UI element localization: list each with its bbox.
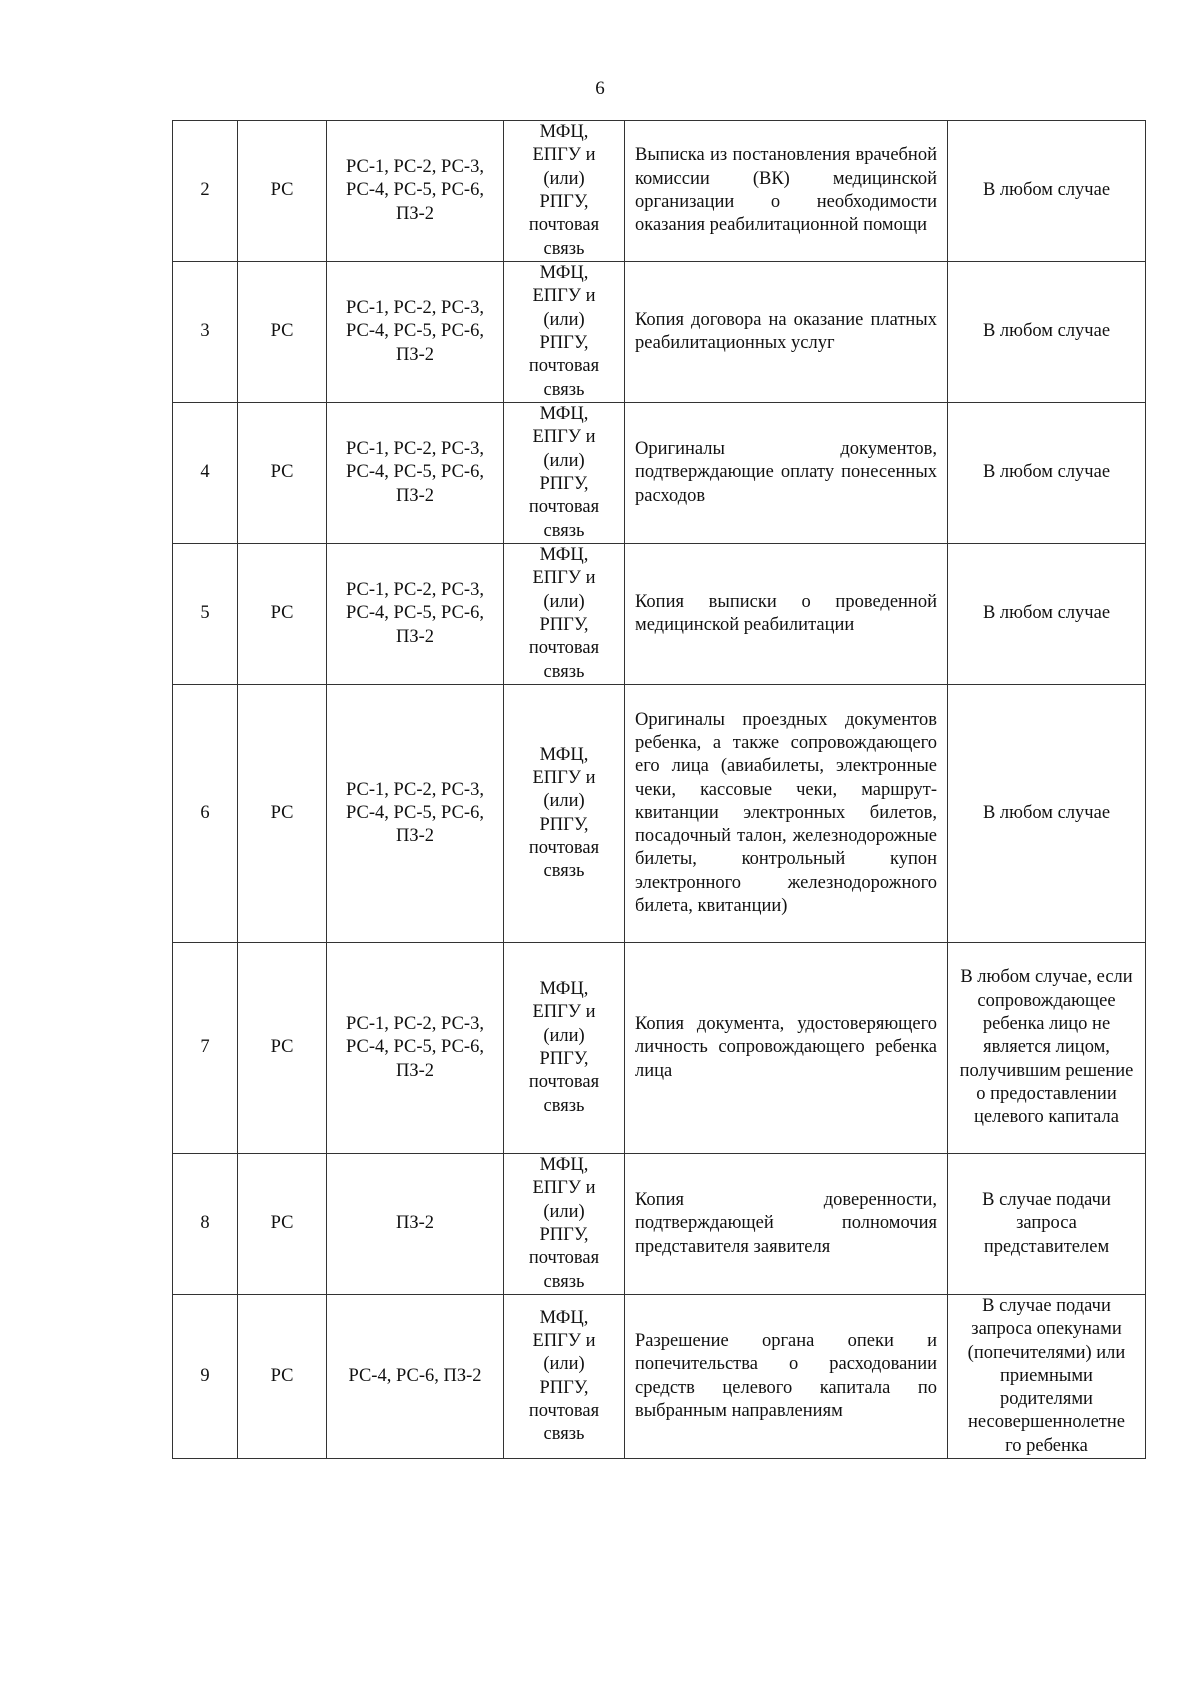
- row-references: РС-1, РС-2, РС-3, РС-4, РС-5, РС-6, ПЗ-2: [327, 121, 504, 262]
- row-document: Оригиналы документов, подтверждающие оплату понесенных расходов: [625, 403, 948, 544]
- row-condition: В любом случае: [948, 121, 1146, 262]
- row-references: РС-1, РС-2, РС-3, РС-4, РС-5, РС-6, ПЗ-2: [327, 403, 504, 544]
- row-condition: В любом случае: [948, 262, 1146, 403]
- row-code: РС: [238, 121, 327, 262]
- row-condition: В случае подачи запроса опекунами (попечителями) или приемными родителями несовершеннолетне го ребенка: [948, 1295, 1146, 1459]
- row-condition: В любом случае: [948, 544, 1146, 685]
- row-code: РС: [238, 685, 327, 943]
- table-row: [173, 544, 1146, 685]
- row-document: Выписка из постановления врачебной комиссии (ВК) медицинской организации о необходимости оказания реабилитационной помощи: [625, 121, 948, 262]
- row-document: Копия договора на оказание платных реабилитационных услуг: [625, 262, 948, 403]
- row-channels: МФЦ, ЕПГУ и (или) РПГУ, почтовая связь: [504, 943, 625, 1154]
- row-number: 5: [173, 544, 238, 685]
- row-document: Копия документа, удостоверяющего личность сопровождающего ребенка лица: [625, 943, 948, 1154]
- row-references: РС-1, РС-2, РС-3, РС-4, РС-5, РС-6, ПЗ-2: [327, 262, 504, 403]
- row-number: 2: [173, 121, 238, 262]
- row-references: РС-1, РС-2, РС-3, РС-4, РС-5, РС-6, ПЗ-2: [327, 685, 504, 943]
- row-number: 6: [173, 685, 238, 943]
- row-number: 3: [173, 262, 238, 403]
- table-row: [173, 121, 1146, 262]
- row-document: Разрешение органа опеки и попечительства о расходовании средств целевого капитала по выбранным направлениям: [625, 1295, 948, 1459]
- row-document: Копия доверенности, подтверждающей полномочия представителя заявителя: [625, 1154, 948, 1295]
- row-condition: В случае подачи запроса представителем: [948, 1154, 1146, 1295]
- row-references: РС-4, РС-6, ПЗ-2: [327, 1295, 504, 1459]
- row-channels: МФЦ, ЕПГУ и (или) РПГУ, почтовая связь: [504, 403, 625, 544]
- row-channels: МФЦ, ЕПГУ и (или) РПГУ, почтовая связь: [504, 1154, 625, 1295]
- row-document: Оригиналы проездных документов ребенка, а также сопровождающего его лица (авиабилеты, электронные чеки, кассовые чеки, маршрут-квитанции электронных билетов, посадочный талон, железнодорожные билеты, контрольный купон электронного железнодорожного билета, квитанции): [625, 685, 948, 943]
- row-references: ПЗ-2: [327, 1154, 504, 1295]
- row-channels: МФЦ, ЕПГУ и (или) РПГУ, почтовая связь: [504, 685, 625, 943]
- row-code: РС: [238, 1295, 327, 1459]
- row-channels: МФЦ, ЕПГУ и (или) РПГУ, почтовая связь: [504, 262, 625, 403]
- row-code: РС: [238, 262, 327, 403]
- row-document: Копия выписки о проведенной медицинской реабилитации: [625, 544, 948, 685]
- row-code: РС: [238, 403, 327, 544]
- table-row: [173, 262, 1146, 403]
- row-number: 7: [173, 943, 238, 1154]
- table-row: [173, 403, 1146, 544]
- row-condition: В любом случае: [948, 685, 1146, 943]
- table-row: [173, 1154, 1146, 1295]
- row-number: 9: [173, 1295, 238, 1459]
- row-channels: МФЦ, ЕПГУ и (или) РПГУ, почтовая связь: [504, 1295, 625, 1459]
- row-references: РС-1, РС-2, РС-3, РС-4, РС-5, РС-6, ПЗ-2: [327, 943, 504, 1154]
- table-row: [173, 685, 1146, 943]
- row-number: 4: [173, 403, 238, 544]
- row-number: 8: [173, 1154, 238, 1295]
- row-channels: МФЦ, ЕПГУ и (или) РПГУ, почтовая связь: [504, 544, 625, 685]
- documents-table: [172, 120, 1146, 1459]
- row-channels: МФЦ, ЕПГУ и (или) РПГУ, почтовая связь: [504, 121, 625, 262]
- row-code: РС: [238, 544, 327, 685]
- row-code: РС: [238, 943, 327, 1154]
- page-number: 6: [595, 78, 605, 99]
- row-condition: В любом случае: [948, 403, 1146, 544]
- row-references: РС-1, РС-2, РС-3, РС-4, РС-5, РС-6, ПЗ-2: [327, 544, 504, 685]
- table-row: [173, 943, 1146, 1154]
- row-code: РС: [238, 1154, 327, 1295]
- table-row: [173, 1295, 1146, 1459]
- row-condition: В любом случае, если сопровождающее ребенка лицо не является лицом, получившим решение о предоставлении целевого капитала: [948, 943, 1146, 1154]
